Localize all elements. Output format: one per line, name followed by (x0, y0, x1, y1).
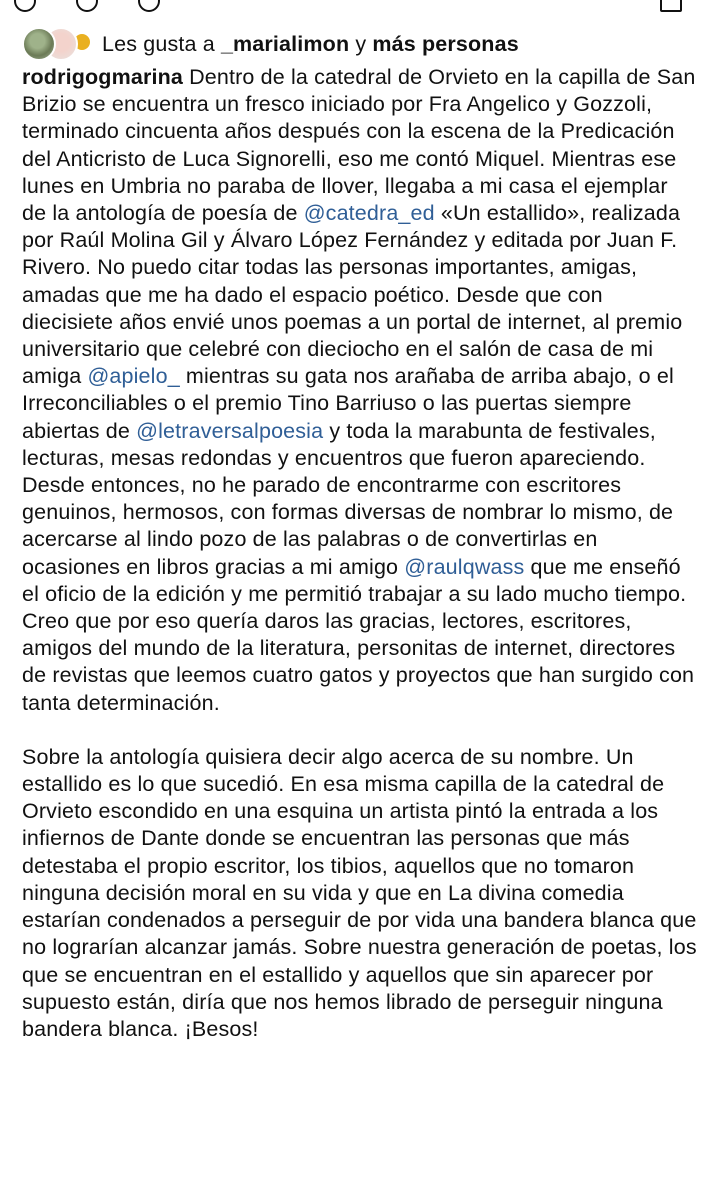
post-username[interactable]: rodrigogmarina (22, 65, 183, 89)
caption-text: y toda la marabunta de festivales, lecturas, mesas redondas y encuentros que fueron apareciendo. Desde entonces, no he parado de encontrarme con escritores genuinos, hermosos, con formas diversas de nombrar lo mismo, de acercarse al lindo pozo de las palabras o de convertirlas en ocasiones en libros gracias a mi amigo (22, 418, 674, 579)
likes-summary (102, 32, 519, 57)
likes-row (22, 27, 519, 61)
mention-link[interactable]: @catedra_ed (303, 201, 435, 226)
avatar (22, 27, 56, 61)
post-caption (22, 64, 698, 1043)
caption-paragraph-1 (22, 64, 698, 717)
liker-username[interactable]: _marialimon (220, 31, 350, 56)
save-icon[interactable] (660, 0, 682, 12)
likes-others-link[interactable]: más personas (372, 31, 519, 56)
caption-text: «Un estallido», realizada por Raúl Molina Gil y Álvaro López Fernández y editada por Juan F. Rivero. No puedo citar todas las personas importantes, amigas, amadas que me ha dado el espacio poético. Desde que con diecisiete años envié unos poemas a un portal de internet, al premio universitario que celebré con dieciocho en el salón de casa de mi amiga (22, 201, 683, 389)
action-bar (0, 0, 705, 14)
caption-text: mientras su gata nos arañaba de arriba abajo, o el Irreconciliables o el premio Tino Barriuso o las puertas siempre abiertas de (22, 364, 674, 443)
likes-middle: y (349, 31, 373, 56)
share-icon[interactable] (138, 0, 160, 12)
comment-icon[interactable] (76, 0, 98, 12)
mention-link[interactable]: @apielo_ (87, 364, 180, 389)
caption-text: que me enseñó el oficio de la edición y me permitió trabajar a su lado mucho tiempo. Creo que por eso quería daros las gracias, lectores, escritores, amigos del mundo de la literatura, personitas de internet, directores de revistas que leemos cuatro gatos y proyectos que han surgido con tanta determinación. (22, 554, 695, 715)
caption-text: Dentro de la catedral de Orvieto en la capilla de San Brizio se encuentra un fresco iniciado por Fra Angelico y Gozzoli, terminado cincuenta años después con la escena de la Predicación del Anticristo de Luca Signorelli, eso me contó Miquel. Mientras ese lunes en Umbria no paraba de llover, llegaba a mi casa el ejemplar de la antología de poesía de (22, 65, 696, 226)
mention-link[interactable]: @raulqwass (404, 554, 525, 579)
likes-prefix: Les gusta a (102, 31, 221, 56)
like-icon[interactable] (14, 0, 36, 12)
mention-link[interactable]: @letraversalpoesia (136, 418, 324, 443)
liker-avatars[interactable] (22, 27, 94, 61)
caption-paragraph-2: Sobre la antología quisiera decir algo acerca de su nombre. Un estallido es lo que sucedió. En esa misma capilla de la catedral de Orvieto escondido en una esquina un artista pintó la entrada a los infiernos de Dante donde se encuentran las personas que más detestaba el propio escritor, los tibios, aquellos que no tomaron ninguna decisión moral en su vida y que en La divina comedia estarían condenados a perseguir de por vida una bandera blanca que no lograrían alcanzar jamás. Sobre nuestra generación de poetas, los que se encuentran en el estallido y aquellos que sin aparecer por supuesto están, diría que nos hemos librado de perseguir ninguna bandera blanca. ¡Besos! (22, 744, 697, 1041)
